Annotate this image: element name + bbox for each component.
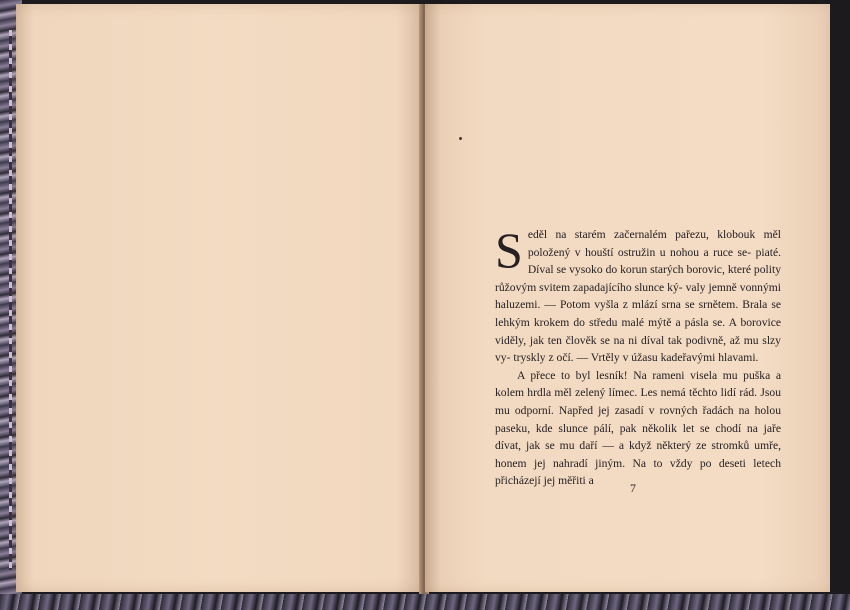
paragraph-2 [495,367,781,490]
left-page-blank [16,4,423,592]
text-line: let se chodí na jaře dívat, jak se mu daří — a když [495,421,781,453]
page-number: 7 [630,481,636,495]
text-line: člověk se na ni díval tak podivně, až mu slzy vy- [495,333,781,365]
text-line: a kolem hrdla měl zelený límec. Les nemá těchto lidí [495,368,781,400]
page-text [495,222,782,490]
text-line: rád. Jsou mu odporní. Napřed jej zasadí v rovných [495,386,781,417]
text-line: tryskly z očí. — Vrtěly v úžasu kadeřavými hlavami. [513,351,759,365]
text-line: Na to vždy po deseti letech přicházejí jej měřiti a [495,456,781,488]
text-line: některý ze stromků umře, honem jej nahradí jiným. [495,439,781,470]
text-line: řadách na holou paseku, kde slunce pálí, pak několik [495,403,781,435]
drop-cap: S [495,222,523,278]
text-line: eděl na starém začernalém pařezu, klobouk měl [527,228,781,241]
text-line: srna se srnětem. Brala se lehkým krokem do středu [495,298,781,329]
text-line: valy jemně vonnými haluzemi. — Potom vyšla z mlází [495,280,782,312]
text-line: které polity růžovým svitem zapadajícího slunce ký- [495,263,781,294]
text-line: položený v houští ostružin u nohou a ruce se- [527,245,752,259]
binding-stitch [9,30,12,570]
text-line: malé mýtě a pásla se. A borovice viděly, jak ten [495,315,782,347]
text-line: piaté. Díval se vysoko do korun starých borovic, [527,245,781,277]
book-cover-bottom-edge [0,594,850,610]
paragraph-1 [495,222,782,367]
paper-speck [459,137,462,140]
text-line: A přece to byl lesník! Na rameni visela mu puška [517,368,771,382]
